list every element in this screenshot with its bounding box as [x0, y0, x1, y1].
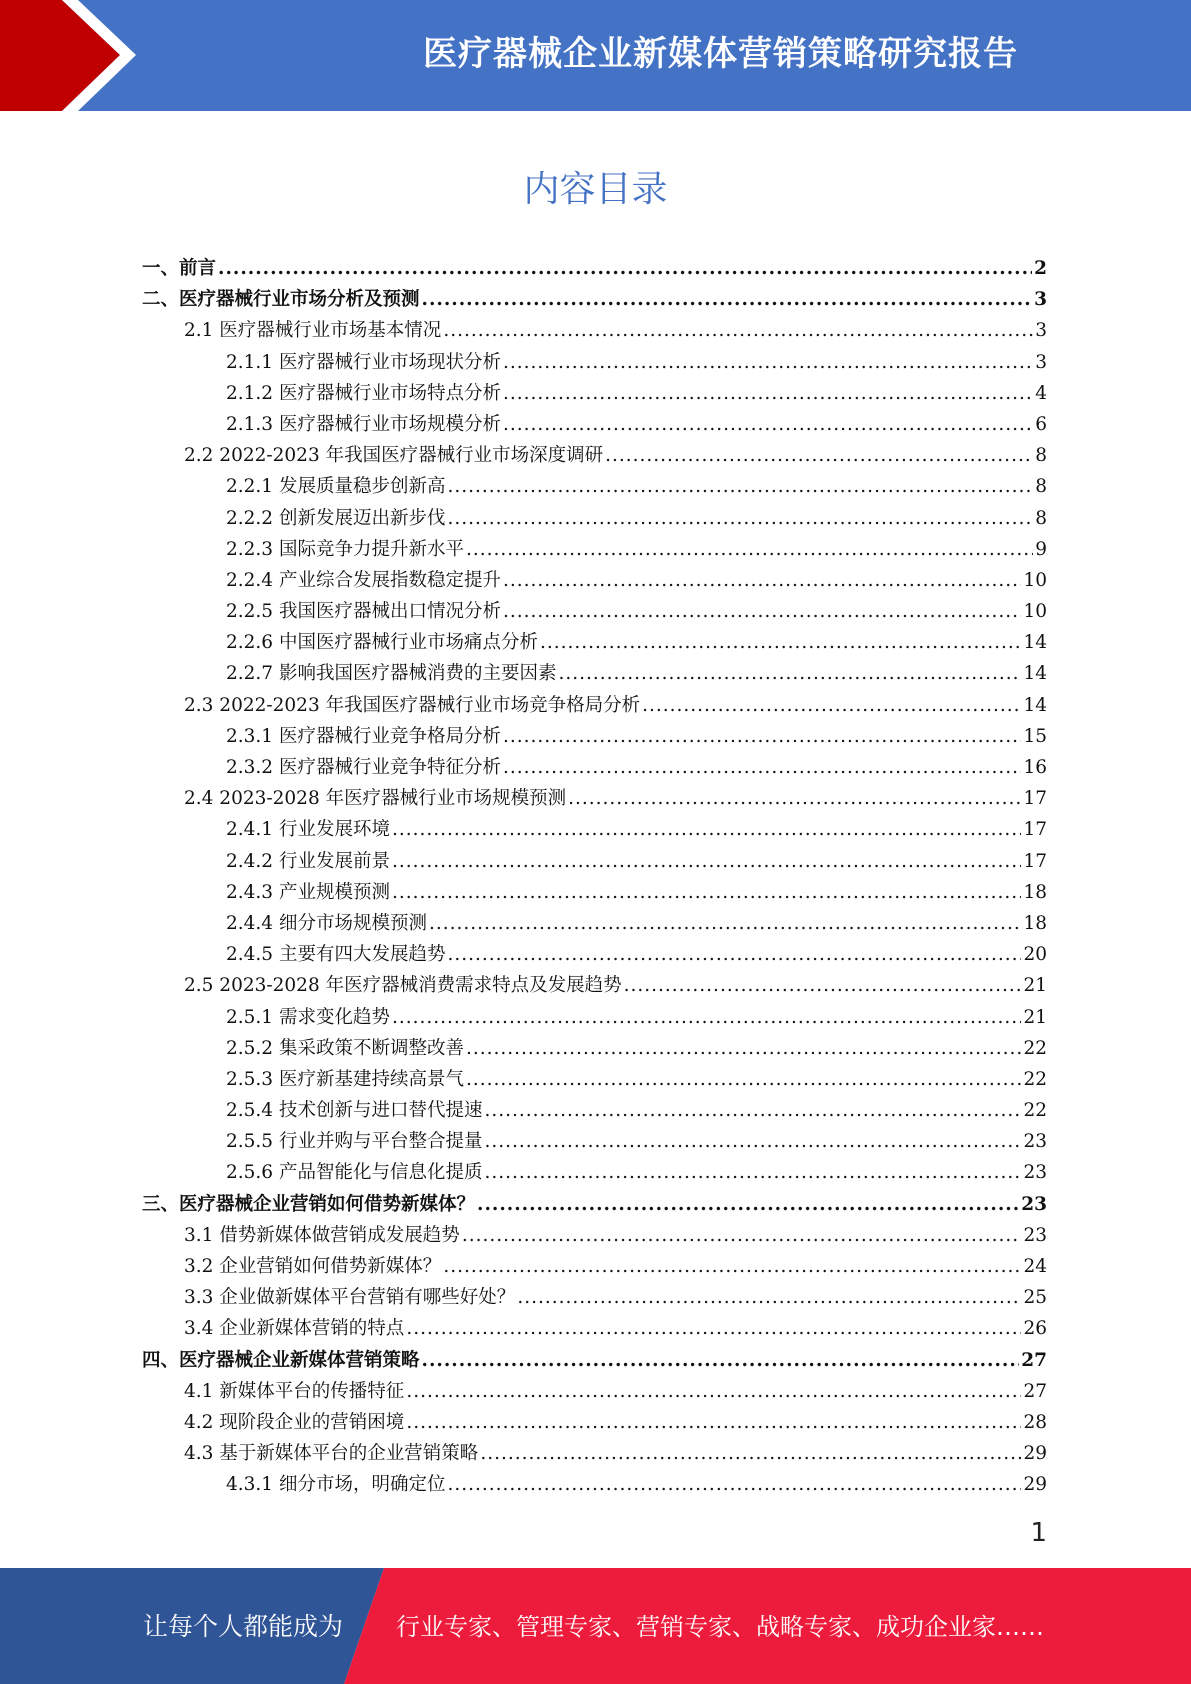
toc-entry[interactable]	[142, 347, 1047, 378]
dot-leader	[392, 814, 1021, 845]
toc-entry-page: 17	[1023, 850, 1047, 872]
toc-entry-label: 2.5.4 技术创新与进口替代提速	[226, 1100, 483, 1122]
toc-entry[interactable]	[142, 1189, 1047, 1220]
toc-entry[interactable]	[142, 1002, 1047, 1033]
toc-entry[interactable]	[142, 1438, 1047, 1469]
toc-entry-page: 26	[1023, 1318, 1047, 1340]
toc-entry[interactable]	[142, 1282, 1047, 1313]
toc-entry-label: 2.5 2023-2028 年医疗器械消费需求特点及发展趋势	[184, 975, 622, 997]
toc-entry-label: 2.5.6 产品智能化与信息化提质	[226, 1162, 483, 1184]
report-title: 医疗器械企业新媒体营销策略研究报告	[423, 34, 1018, 74]
toc-entry[interactable]	[142, 1376, 1047, 1407]
toc-heading: 内容目录	[523, 169, 668, 210]
toc-entry-label: 2.2.2 创新发展迈出新步伐	[226, 507, 446, 529]
dot-leader	[443, 315, 1033, 346]
toc-entry-page: 24	[1023, 1256, 1047, 1277]
toc-entry-page: 3	[1035, 320, 1047, 342]
toc-entry-page: 15	[1023, 725, 1047, 747]
toc-entry-page: 18	[1023, 912, 1047, 934]
toc-entry-page: 22	[1023, 1037, 1047, 1059]
toc-entry-label: 三、医疗器械企业营销如何借势新媒体？	[142, 1193, 476, 1215]
dot-leader	[392, 877, 1021, 908]
toc-entry[interactable]	[142, 596, 1047, 627]
toc-entry-label: 2.1 医疗器械行业市场基本情况	[184, 320, 442, 342]
toc-entry-page: 6	[1035, 413, 1047, 435]
toc-entry-label: 3.4 企业新媒体营销的特点	[184, 1318, 405, 1340]
toc-entry-page: 25	[1023, 1287, 1047, 1309]
toc-entry-page: 8	[1035, 445, 1047, 467]
toc-entry-label: 3.3 企业做新媒体平台营销有哪些好处？	[184, 1287, 516, 1309]
toc-entry-page: 17	[1023, 819, 1047, 841]
toc-entry-label: 2.4.1 行业发展环境	[226, 819, 390, 841]
dot-leader	[568, 783, 1021, 814]
toc-entry-label: 2.1.1 医疗器械行业市场现状分析	[226, 351, 501, 373]
toc-entry-label: 2.2.7 影响我国医疗器械消费的主要因素	[226, 663, 557, 685]
dot-leader	[447, 1469, 1021, 1500]
toc-entry-label: 2.3 2022-2023 年我国医疗器械行业市场竞争格局分析	[184, 694, 641, 716]
toc-entry[interactable]	[142, 534, 1047, 565]
toc-entry[interactable]	[142, 440, 1047, 471]
dot-leader	[503, 409, 1033, 440]
toc-entry[interactable]	[142, 284, 1047, 315]
dot-leader	[422, 284, 1033, 315]
toc-entry[interactable]	[142, 1157, 1047, 1188]
toc-entry-page: 29	[1023, 1443, 1047, 1465]
dot-leader	[422, 1345, 1020, 1376]
toc-entry-page: 10	[1023, 569, 1047, 591]
red-chevron-decoration	[0, 0, 160, 111]
toc-entry-label: 2.2.3 国际竞争力提升新水平	[226, 538, 464, 560]
toc-entry-label: 2.5.5 行业并购与平台整合提量	[226, 1131, 483, 1153]
toc-entry-label: 2.5.1 需求变化趋势	[226, 1006, 390, 1028]
dot-leader	[484, 1157, 1021, 1188]
toc-entry[interactable]	[142, 783, 1047, 814]
toc-entry[interactable]	[142, 970, 1047, 1001]
toc-entry-page: 23	[1023, 1162, 1047, 1184]
dot-leader	[503, 596, 1021, 627]
toc-entry[interactable]	[142, 1251, 1047, 1282]
toc-entry-page: 22	[1023, 1100, 1047, 1122]
toc-entry-label: 2.5.3 医疗新基建持续高景气	[226, 1068, 464, 1090]
dot-leader	[406, 1407, 1021, 1438]
dot-leader	[218, 253, 1032, 284]
toc-entry-label: 2.1.2 医疗器械行业市场特点分析	[226, 382, 501, 404]
toc-entry-label: 2.4.3 产业规模预测	[226, 881, 390, 903]
toc-entry-page: 8	[1035, 476, 1047, 498]
dot-leader	[558, 658, 1021, 689]
toc-entry-label: 二、医疗器械行业市场分析及预测	[142, 289, 420, 311]
toc-entry-page: 10	[1023, 601, 1047, 623]
toc-entry[interactable]	[142, 939, 1047, 970]
toc-entry[interactable]	[142, 409, 1047, 440]
toc-entry-label: 4.2 现阶段企业的营销困境	[184, 1411, 405, 1433]
toc-entry-page: 2	[1034, 258, 1047, 279]
toc-entry-label: 4.3.1 细分市场，明确定位	[226, 1474, 446, 1496]
toc-entry-page: 29	[1023, 1474, 1047, 1496]
footer-slogan-left: 让每个人都能成为	[143, 1612, 344, 1641]
toc-entry[interactable]	[142, 752, 1047, 783]
toc-entry[interactable]	[142, 1313, 1047, 1344]
toc-entry-label: 2.2.4 产业综合发展指数稳定提升	[226, 569, 501, 591]
page-footer	[0, 1568, 1191, 1684]
toc-entry-page: 3	[1034, 289, 1047, 311]
dot-leader	[624, 970, 1022, 1001]
footer-slogan-right: 行业专家、管理专家、营销专家、战略专家、成功企业家……	[396, 1613, 1044, 1641]
toc-entry-page: 23	[1023, 1131, 1047, 1153]
dot-leader	[642, 690, 1021, 721]
toc-entry[interactable]	[142, 315, 1047, 346]
toc-entry[interactable]	[142, 877, 1047, 908]
toc-entry-page: 17	[1023, 788, 1047, 810]
dot-leader	[447, 503, 1033, 534]
toc-entry-label: 2.2.5 我国医疗器械出口情况分析	[226, 601, 501, 623]
dot-leader	[484, 1126, 1021, 1157]
toc-entry-label: 3.1 借势新媒体做营销成发展趋势	[184, 1224, 460, 1246]
dot-leader	[503, 565, 1021, 596]
dot-leader	[540, 627, 1021, 658]
toc-entry[interactable]	[142, 1220, 1047, 1251]
dot-leader	[462, 1220, 1022, 1251]
toc-entry-label: 2.2.1 发展质量稳步创新高	[226, 476, 446, 498]
toc-entry-page: 14	[1023, 632, 1047, 654]
toc-entry-page: 21	[1023, 1006, 1047, 1028]
dot-leader	[605, 440, 1033, 471]
dot-leader	[447, 939, 1021, 970]
toc-entry-page: 27	[1021, 1349, 1047, 1371]
toc-entry[interactable]	[142, 1407, 1047, 1438]
toc-entry-label: 4.3 基于新媒体平台的企业营销策略	[184, 1443, 479, 1465]
dot-leader	[503, 752, 1021, 783]
toc-entry-label: 2.2 2022-2023 年我国医疗器械行业市场深度调研	[184, 445, 604, 467]
toc-entry[interactable]	[142, 908, 1047, 939]
dot-leader	[503, 378, 1033, 409]
toc-entry[interactable]	[142, 1033, 1047, 1064]
toc-entry[interactable]	[142, 503, 1047, 534]
toc-entry-page: 16	[1023, 757, 1047, 778]
toc-entry[interactable]	[142, 565, 1047, 596]
toc-entry-page: 4	[1035, 382, 1047, 404]
dot-leader	[480, 1438, 1021, 1469]
toc-entry-label: 2.3.1 医疗器械行业竞争格局分析	[226, 725, 501, 747]
toc-entry-label: 2.3.2 医疗器械行业竞争特征分析	[226, 757, 501, 778]
toc-entry-page: 23	[1023, 1224, 1047, 1246]
toc-entry-page: 21	[1023, 975, 1047, 997]
toc-entry-page: 27	[1023, 1380, 1047, 1402]
toc-entry[interactable]	[142, 721, 1047, 752]
page-number: 1	[1030, 1518, 1047, 1548]
dot-leader	[392, 1002, 1021, 1033]
toc-entry-label: 2.5.2 集采政策不断调整改善	[226, 1037, 464, 1059]
toc-entry-label: 4.1 新媒体平台的传播特征	[184, 1380, 405, 1402]
dot-leader	[429, 908, 1021, 939]
toc-entry[interactable]	[142, 378, 1047, 409]
toc-entry[interactable]	[142, 814, 1047, 845]
toc-entry[interactable]	[142, 1345, 1047, 1376]
toc-entry[interactable]	[142, 1064, 1047, 1095]
toc-entry-page: 22	[1023, 1068, 1047, 1090]
dot-leader	[406, 1376, 1021, 1407]
toc-entry-label: 2.1.3 医疗器械行业市场规模分析	[226, 413, 501, 435]
toc-entry-page: 14	[1023, 694, 1047, 716]
dot-leader	[466, 1033, 1021, 1064]
toc-entry-label: 2.4.4 细分市场规模预测	[226, 912, 427, 934]
dot-leader	[443, 1251, 1021, 1282]
table-of-contents	[142, 253, 1047, 1501]
toc-entry-label: 2.4.2 行业发展前景	[226, 850, 390, 872]
toc-entry-label: 2.4 2023-2028 年医疗器械行业市场规模预测	[184, 788, 567, 810]
toc-entry[interactable]	[142, 1126, 1047, 1157]
dot-leader	[447, 471, 1033, 502]
toc-entry-label: 2.4.5 主要有四大发展趋势	[226, 944, 446, 966]
toc-entry[interactable]	[142, 1469, 1047, 1500]
toc-entry-page: 28	[1023, 1411, 1047, 1433]
toc-entry[interactable]	[142, 658, 1047, 689]
toc-entry-page: 9	[1035, 538, 1047, 560]
toc-entry[interactable]	[142, 471, 1047, 502]
toc-entry[interactable]	[142, 627, 1047, 658]
toc-entry-label: 2.2.6 中国医疗器械行业市场痛点分析	[226, 632, 538, 654]
toc-entry[interactable]	[142, 846, 1047, 877]
toc-entry-label: 一、前言	[142, 258, 217, 279]
toc-entry-label: 3.2 企业营销如何借势新媒体？	[184, 1256, 442, 1277]
dot-leader	[466, 534, 1033, 565]
dot-leader	[466, 1064, 1021, 1095]
dot-leader	[484, 1095, 1021, 1126]
toc-entry-page: 20	[1023, 944, 1047, 966]
toc-entry[interactable]	[142, 690, 1047, 721]
toc-entry-page: 23	[1021, 1193, 1047, 1215]
dot-leader	[406, 1313, 1021, 1344]
page-header-bar	[0, 0, 1191, 111]
toc-entry-page: 3	[1035, 351, 1047, 373]
dot-leader	[503, 347, 1033, 378]
dot-leader	[517, 1282, 1021, 1313]
toc-entry[interactable]	[142, 253, 1047, 284]
toc-entry-page: 8	[1035, 507, 1047, 529]
toc-entry-page: 18	[1023, 881, 1047, 903]
toc-entry-page: 14	[1023, 663, 1047, 685]
dot-leader	[392, 846, 1021, 877]
dot-leader	[503, 721, 1021, 752]
toc-entry[interactable]	[142, 1095, 1047, 1126]
toc-entry-label: 四、医疗器械企业新媒体营销策略	[142, 1349, 420, 1371]
dot-leader	[477, 1189, 1019, 1220]
